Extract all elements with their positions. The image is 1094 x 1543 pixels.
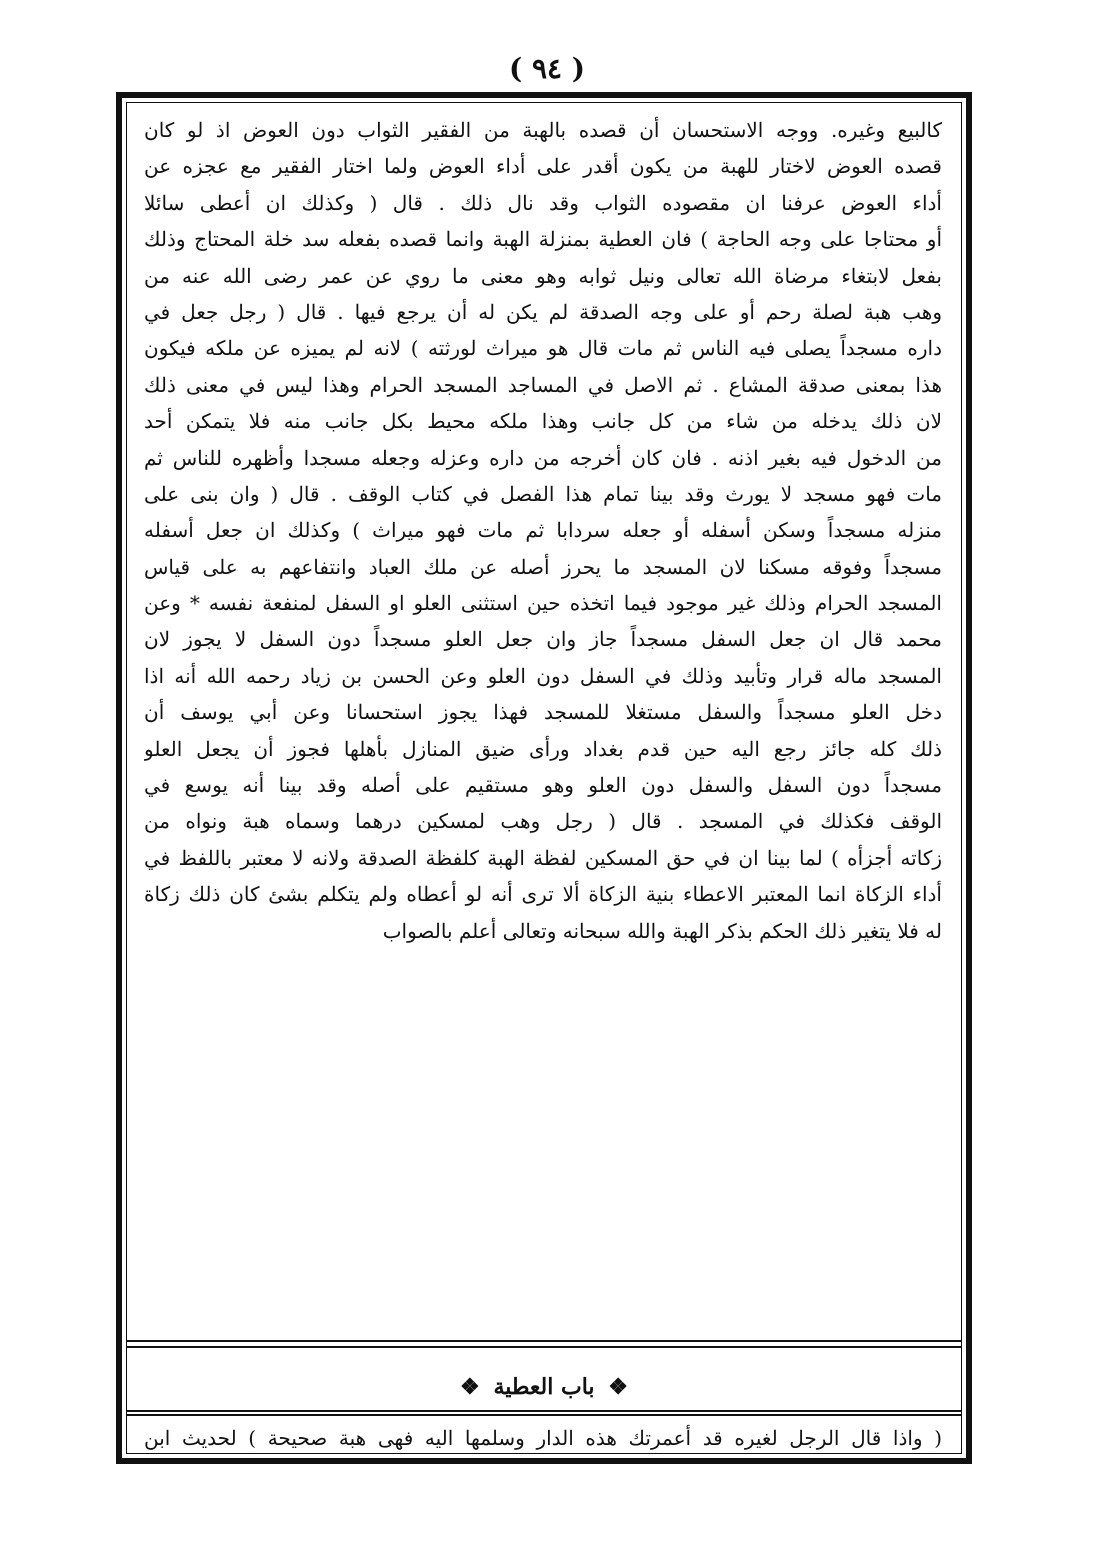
body-line: وهب هبة لصلة رحم أو على وجه الصدقة لم يكن له أن يرجع فيها . قال ( رجل جعل في <box>144 299 942 324</box>
body-line: مسجداً وفوقه مسكنا لان المسجد ما يحرز أصله عن ملك العباد وانتفاعهم به على قياس <box>144 554 942 579</box>
body-line: محمد قال ان جعل السفل مسجداً جاز وان جعل العلو مسجداً دون السفل لا يجوز لان <box>144 627 942 652</box>
body-line: مسجداً دون السفل والسفل دون العلو وهو مستقيم على أصله وقد بينا أنه يوسع في <box>144 773 942 798</box>
body-line: لان ذلك يدخله من شاء من كل جانب وهذا ملكه محيط بكل جانب منه فلا يتمكن أحد <box>144 409 942 434</box>
body-line: كالبيع وغيره. ووجه الاستحسان أن قصده بالهبة من الفقير الثواب دون العوض اذ لو كان <box>144 118 942 142</box>
body-line: المسجد الحرام وذلك غير موجود فيما اتخذه حين استثنى العلو او السفل لمنفعة نفسه * وعن <box>144 591 942 616</box>
section-rule-bottom-inner <box>126 1414 962 1416</box>
body-text <box>144 112 942 949</box>
body-line: زكاته أجزأه ) لما بينا ان في حق المسكين لفظة الهبة كلفظة الصدقة ولانه لا معتبر باللفظ في <box>144 845 942 870</box>
section-heading <box>126 1374 962 1400</box>
body-line: مات فهو مسجد لا يورث وقد بينا تمام هذا الفصل في كتاب الوقف . قال ( وان بنى على <box>144 481 942 506</box>
body-line: من الدخول فيه بغير اذنه . فان كان أخرجه من داره وعزله وجعله مسجدا وأظهره للناس ثم <box>144 445 942 470</box>
section-rule-top-inner <box>126 1346 962 1348</box>
body-line: بفعل لابتغاء مرضاة الله تعالى ونيل ثوابه وهو معنى ما روي عن عمر رضى الله عنه من <box>144 263 942 288</box>
section-rule-top <box>126 1340 962 1342</box>
page-number: ( ٩٤ ) <box>508 52 586 85</box>
body-line: الوقف فكذلك في المسجد . قال ( رجل وهب لمسكين درهما وسماه هبة ونواه من <box>144 809 942 834</box>
section-title: باب العطية <box>493 1374 595 1400</box>
body-line: دخل العلو مسجداً والسفل مستغلا للمسجد فهذا يجوز استحسانا وعن أبي يوسف أن <box>144 700 942 725</box>
ornament-icon: ❖ <box>460 1374 480 1400</box>
section-rule-bottom <box>126 1410 962 1412</box>
footer-line: ( واذا قال الرجل لغيره قد أعمرتك هذه الدار وسلمها اليه فهى هبة صحيحة ) لحديث ابن <box>144 1426 942 1450</box>
body-line: أداء العوض عرفنا ان مقصوده الثواب وقد نال ذلك . قال ( وكذلك ان أعطى سائلا <box>144 190 942 215</box>
ornament-icon: ❖ <box>608 1374 628 1400</box>
body-line: المسجد ماله قرار وتأبيد وذلك في السفل دون العلو وعن الحسن بن زياد رحمه الله أنه اذا <box>144 663 942 688</box>
body-line: هذا بمعنى صدقة المشاع . ثم الاصل في المساجد المسجد الحرام وهذا ليس في معنى ذلك <box>144 372 942 397</box>
body-line: منزله مسجداً وسكن أسفله أو جعله سردابا ثم مات فهو ميراث ) وكذلك ان جعل أسفله <box>144 518 942 543</box>
body-line: داره مسجداً يصلى فيه الناس ثم مات قال هو ميراث لورثته ) لانه لم يميزه عن ملكه فيكون <box>144 336 942 361</box>
body-line: قصده العوض لاختار للهبة من يكون أقدر على أداء العوض ولما اختار الفقير مع عجزه عن <box>144 154 942 179</box>
body-line: أو محتاجا على وجه الحاجة ) فان العطية بمنزلة الهبة وانما قصده بفعله سد خلة المحتاج وذلك <box>144 227 942 252</box>
body-line: له فلا يتغير ذلك الحكم بذكر الهبة والله سبحانه وتعالى أعلم بالصواب <box>382 918 942 943</box>
body-line: ذلك كله جائز رجع اليه حين قدم بغداد ورأى ضيق المنازل بأهلها فجوز أن يجعل العلو <box>144 736 942 761</box>
body-line: أداء الزكاة انما المعتبر الاعطاء بنية الزكاة ألا ترى أنه لو أعطاه ولم يتكلم بشئ كان ذلك زكاة <box>144 882 942 907</box>
